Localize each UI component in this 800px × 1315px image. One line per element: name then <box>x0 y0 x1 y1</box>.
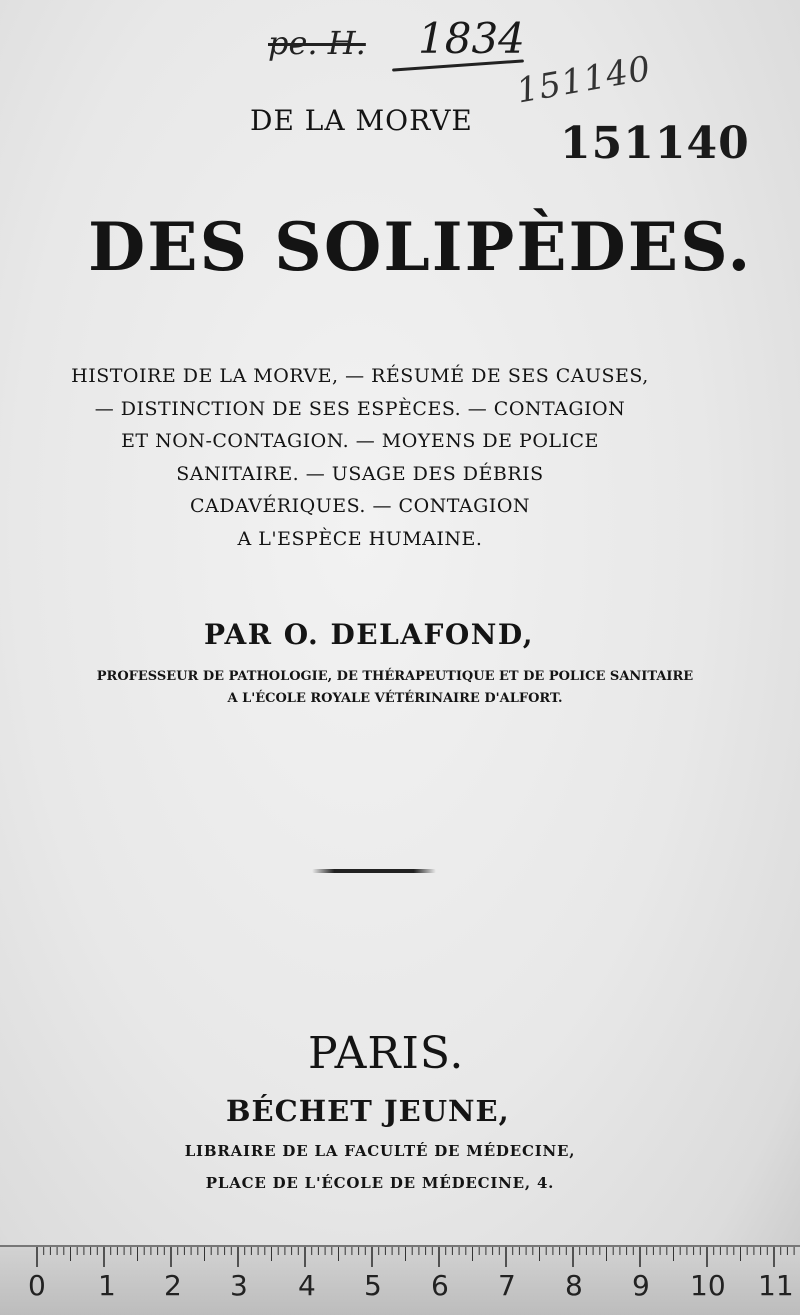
subtitle-line: CADAVÉRIQUES. — CONTAGION <box>189 495 531 517</box>
imprint-publisher: BÉCHET JEUNE, <box>226 1094 510 1128</box>
title-prefix: DE LA MORVE <box>250 104 473 137</box>
ruler-label: 6 <box>431 1269 449 1302</box>
subtitle-line: HISTOIRE DE LA MORVE, — RÉSUMÉ DE SES CAUSES, <box>71 365 649 387</box>
ruler-label: 4 <box>298 1269 316 1302</box>
handwritten-year: 1834 <box>418 14 525 63</box>
author-credentials <box>60 666 730 710</box>
ruler-ticks <box>0 1247 800 1277</box>
imprint-line: LIBRAIRE DE LA FACULTÉ DE MÉDECINE, <box>184 1142 576 1160</box>
ruler-label: 1 <box>98 1269 116 1302</box>
ruler-label: 8 <box>565 1269 583 1302</box>
subtitle-line: ET NON-CONTAGION. — MOYENS DE POLICE <box>121 430 599 452</box>
subtitle-block <box>40 360 680 555</box>
ruler-label: 7 <box>498 1269 516 1302</box>
ruler-label: 0 <box>28 1269 46 1302</box>
struck-annotation: pe. H. <box>268 24 366 62</box>
ruler-label: 3 <box>230 1269 248 1302</box>
subtitle-line: A L'ESPÈCE HUMAINE. <box>237 527 483 550</box>
author-name: PAR O. DELAFOND, <box>204 618 534 651</box>
imprint-line: PLACE DE L'ÉCOLE DE MÉDECINE, 4. <box>205 1174 555 1192</box>
ornamental-rule <box>312 869 436 873</box>
ruler-label: 10 <box>690 1269 726 1302</box>
subtitle-line: SANITAIRE. — USAGE DES DÉBRIS <box>176 462 544 485</box>
handwritten-catalog-number: 151140 <box>513 48 655 112</box>
credentials-line: A L'ÉCOLE ROYALE VÉTÉRINAIRE D'ALFORT. <box>227 691 563 706</box>
ruler-label: 2 <box>164 1269 182 1302</box>
ruler-label: 11 <box>758 1269 794 1302</box>
ruler-label: 5 <box>364 1269 382 1302</box>
subtitle-line: — DISTINCTION DE SES ESPÈCES. — CONTAGION <box>94 397 626 420</box>
stamped-catalog-number: 151140 <box>560 118 750 169</box>
main-title: DES SOLIPÈDES. <box>88 208 753 286</box>
measuring-ruler <box>0 1245 800 1315</box>
ruler-label: 9 <box>632 1269 650 1302</box>
credentials-line: PROFESSEUR DE PATHOLOGIE, DE THÉRAPEUTIQUE ET DE POLICE SANITAIRE <box>96 669 694 684</box>
imprint-city: PARIS. <box>308 1028 465 1079</box>
